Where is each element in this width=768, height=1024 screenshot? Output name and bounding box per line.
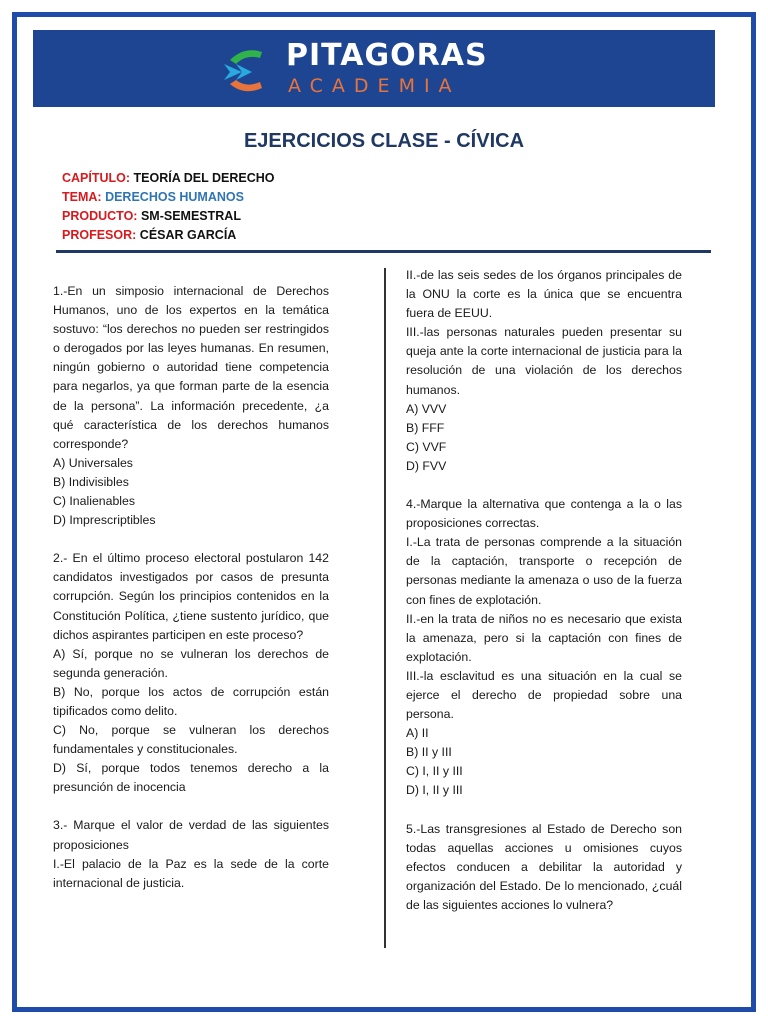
text-paragraph: C) VVF [406, 439, 447, 454]
text-paragraph: I.-La trata de personas comprende a la situación de la captación, transporte o recepción de personas mediante la amenaza o uso de la fuerza con fines de explotación. [406, 535, 682, 607]
text-paragraph: 1.-En un simposio internacional de Derechos Humanos, uno de los expertos en la temática sostuvo: “los derechos no pueden ser restringidos o derogados por las leyes humanas. En resumen, ningún gobierno o autoridad tiene competencia para negarlos, ya que forman parte de la esencia de la persona”. La información precedente, ¿a qué característica de los derechos humanos corresponde? [53, 284, 329, 451]
text-paragraph: D) I, II y III [406, 783, 463, 798]
meta-row-product [62, 207, 275, 226]
paragraph-gap [406, 476, 682, 495]
left-column [53, 282, 329, 893]
meta-row-teacher [62, 226, 275, 245]
meta-key: PROFESOR: [62, 228, 137, 242]
text-paragraph: D) FVV [406, 458, 447, 473]
text-paragraph: 3.- Marque el valor de verdad de las siguientes proposiciones [53, 818, 329, 852]
text-paragraph: 2.- En el último proceso electoral postularon 142 candidatos investigados por casos de presunta corrupción. Según los principios contenidos en la Constitución Política, ¿tiene sustento jurídico, que dichos aspirantes participen en este proceso? [53, 551, 329, 642]
text-paragraph: B) Indivisibles [53, 474, 129, 489]
text-paragraph: C) No, porque se vulneran los derechos fundamentales y constitucionales. [53, 723, 329, 757]
meta-row-topic [62, 188, 275, 207]
column-divider [384, 268, 386, 948]
meta-value: SM-SEMESTRAL [140, 209, 241, 223]
brand-subtitle: ACADEMIA [288, 75, 461, 97]
text-paragraph: A) Universales [53, 455, 133, 470]
meta-key: PRODUCTO: [62, 209, 138, 223]
header-divider [56, 250, 711, 253]
paragraph-gap [53, 530, 329, 549]
text-paragraph: II.-en la trata de niños no es necesario que exista la amenaza, pero si la captación con fines de explotación. [406, 611, 682, 664]
text-paragraph: I.-El palacio de la Paz es la sede de la corte internacional de justicia. [53, 856, 329, 890]
paragraph-gap [53, 797, 329, 816]
meta-block [62, 169, 275, 245]
text-paragraph: C) Inalienables [53, 494, 136, 509]
meta-value: TEORÍA DEL DERECHO [133, 171, 275, 185]
brand-name: PITAGORAS [286, 38, 488, 73]
text-paragraph: D) Imprescriptibles [53, 513, 156, 528]
text-paragraph: 5.-Las transgresiones al Estado de Derecho son todas aquellas acciones u omisiones cuyos efectos conducen a debilitar la autoridad y organización del Estado. De lo mencionado, ¿cuál de las siguientes acciones lo vulnera? [406, 821, 682, 912]
text-paragraph: A) Sí, porque no se vulneran los derechos de segunda generación. [53, 646, 329, 680]
pitagoras-logo-icon [222, 44, 270, 96]
paragraph-gap [406, 801, 682, 820]
page-title: EJERCICIOS CLASE - CÍVICA [243, 130, 525, 152]
text-paragraph: A) VVV [406, 401, 447, 416]
right-column [406, 266, 682, 915]
text-paragraph: III.-la esclavitud es una situación en la cual se ejerce el derecho de propiedad sobre una persona. [406, 668, 682, 722]
text-paragraph: III.-las personas naturales pueden presentar su queja ante la corte internacional de justicia para la resolución de una violación de los derechos humanos. [406, 325, 682, 397]
text-paragraph: B) FFF [406, 420, 445, 435]
text-paragraph: B) II y III [406, 745, 452, 760]
text-paragraph: C) I, II y III [406, 764, 463, 779]
text-paragraph: D) Sí, porque todos tenemos derecho a la presunción de inocencia [53, 761, 329, 795]
text-paragraph: II.-de las seis sedes de los órganos principales de la ONU la corte es la única que se encuentra fuera de EEUU. [406, 268, 682, 321]
meta-key: TEMA: [62, 190, 102, 204]
meta-value: CÉSAR GARCÍA [139, 228, 237, 242]
meta-key: CAPÍTULO: [62, 171, 131, 185]
text-paragraph: 4.-Marque la alternativa que contenga a la o las proposiciones correctas. [406, 497, 682, 531]
text-paragraph: A) II [406, 726, 429, 741]
text-paragraph: B) No, porque los actos de corrupción están tipificados como delito. [53, 684, 329, 718]
meta-row-chapter [62, 169, 275, 188]
meta-value: DERECHOS HUMANOS [105, 190, 244, 204]
